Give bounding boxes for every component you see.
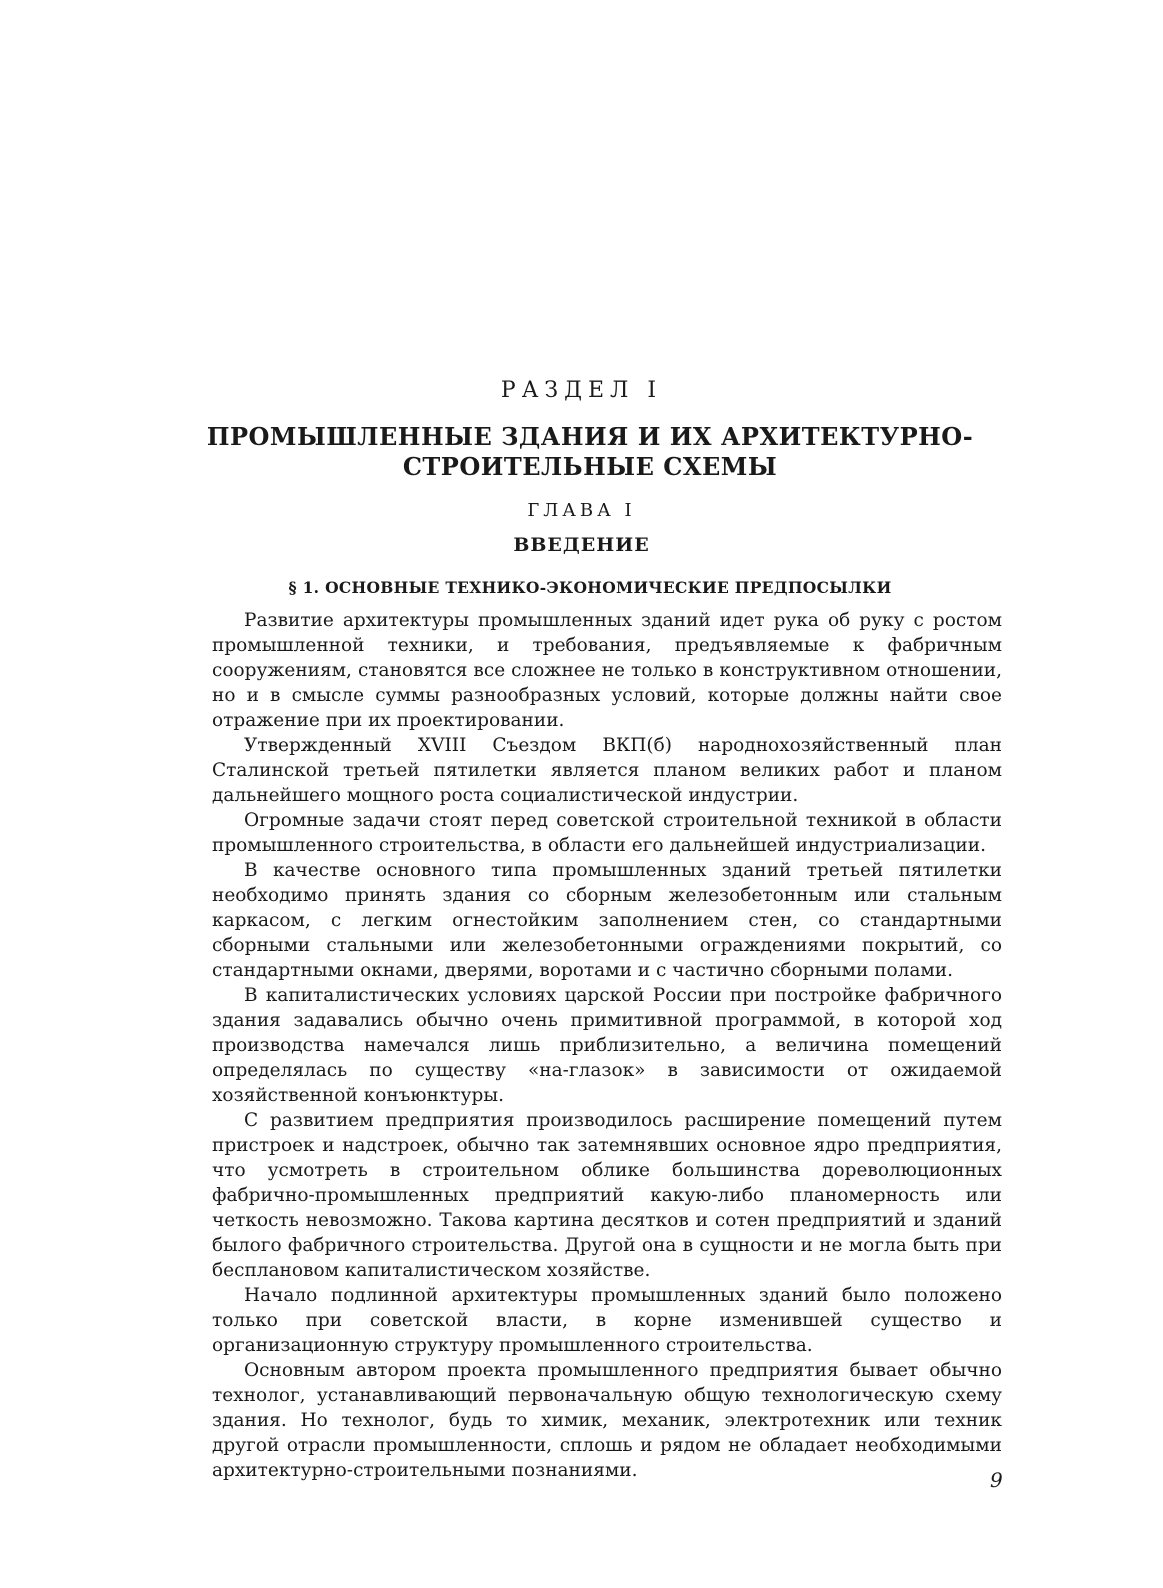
chapter-label: ГЛАВА I — [527, 500, 636, 521]
chapter-title: ВВЕДЕНИЕ — [513, 534, 650, 556]
paragraph-4: В качестве основного типа промышленных зданий третьей пятилетки необходимо принять здания со сборным железобетонным или стальным каркасом, с легким огнестойким заполнением стен, со стандартными сборными стальными или железобетонными ограждениями покрытий, со стандартными окнами, дверями, воротами и с частично сборными полами. — [212, 860, 1002, 981]
paragraph-3: Огромные задачи стоят перед советской строительной техникой в области промышленного строительства, в области его дальнейшей индустриализации. — [212, 810, 1002, 856]
section-title-line-1: ПРОМЫШЛЕННЫЕ ЗДАНИЯ И ИХ АРХИТЕКТУРНО- — [206, 422, 974, 451]
paragraph-6: С развитием предприятия производилось расширение помещений путем пристроек и надстроек, обычно так затемнявших основное ядро предприятия, что усмотреть в строительном облике большинства дореволюционных фабрично-промышленных предприятий какую-либо планомерность или четкость невозможно. Такова картина десятков и сотен предприятий и зданий былого фабричного строительства. Другой она в сущности и не могла быть при бесплановом капиталистическом хозяйстве. — [212, 1110, 1002, 1281]
paragraph-5: В капиталистических условиях царской России при постройке фабричного здания задавались обычно очень примитивной программой, в которой ход производства намечался лишь приблизительно, а величина помещений определялась по существу «на-глазок» в зависимости от ожидаемой хозяйственной конъюнктуры. — [212, 985, 1002, 1106]
section-label: РАЗДЕЛ I — [500, 378, 663, 403]
paragraph-8: Основным автором проекта промышленного предприятия бывает обычно технолог, устанавливающий первоначальную общую технологическую схему здания. Но технолог, будь то химик, механик, электротехник или техник другой отрасли промышленности, сплошь и рядом не обладает необходимыми архитектурно-строительными познаниями. — [212, 1360, 1002, 1481]
section-title — [190, 422, 990, 482]
body-text — [212, 608, 1002, 1483]
paragraph-7: Начало подлинной архитектуры промышленных зданий было положено только при советской власти, в корне изменившей существо и организационную структуру промышленного строительства. — [212, 1285, 1002, 1356]
section-title-line-2: СТРОИТЕЛЬНЫЕ СХЕМЫ — [402, 452, 778, 481]
page-number: 9 — [990, 1468, 1003, 1492]
paragraph-heading: § 1. ОСНОВНЫЕ ТЕХНИКО-ЭКОНОМИЧЕСКИЕ ПРЕДПОСЫЛКИ — [288, 578, 892, 597]
paragraph-2: Утвержденный XVIII Съездом ВКП(б) народнохозяйственный план Сталинской третьей пятилетки является планом великих работ и планом дальнейшего мощного роста социалистической индустрии. — [212, 735, 1002, 806]
paragraph-1: Развитие архитектуры промышленных зданий идет рука об руку с ростом промышленной техники, и требования, предъявляемые к фабричным сооружениям, становятся все сложнее не только в конструктивном отношении, но и в смысле суммы разнообразных условий, которые должны найти свое отражение при их проектировании. — [212, 610, 1002, 731]
